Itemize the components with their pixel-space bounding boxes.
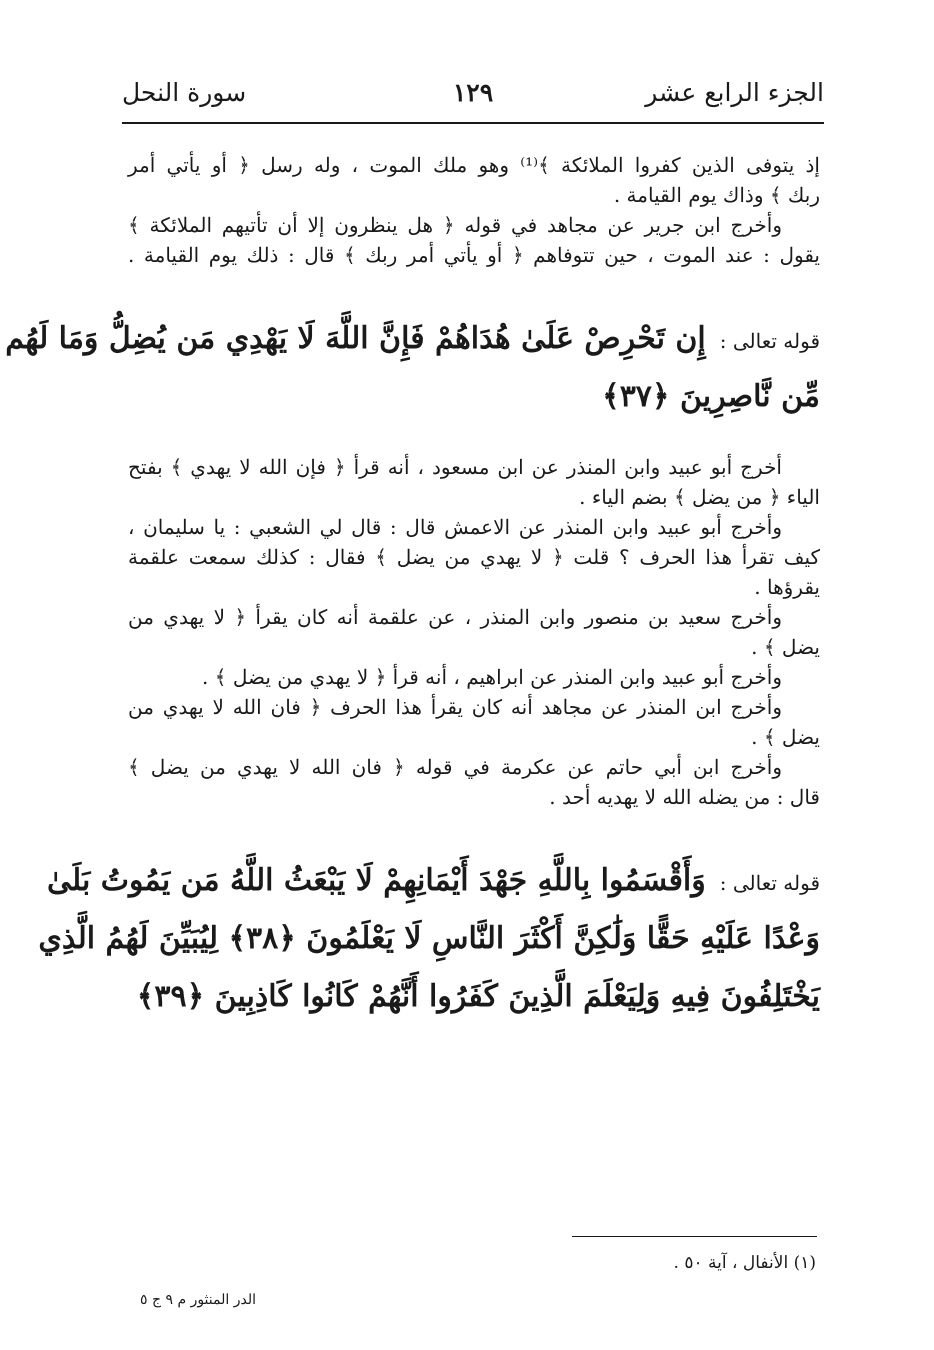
text-line: ربك ﴾ وذاك يوم القيامة . (613, 183, 820, 207)
paragraph (128, 210, 820, 270)
verse-line (5, 310, 820, 368)
page-body (5, 150, 820, 1052)
paragraph (128, 452, 820, 512)
paragraph (128, 602, 820, 662)
text-line: يضل ﴾ . (751, 635, 820, 659)
text-line: وأخرج ابن أبي حاتم عن عكرمة في قوله ﴿ فان الله لا يهدي من يضل ﴾ (128, 755, 782, 779)
text-line: يضل ﴾ . (751, 725, 820, 749)
text-line: يقرؤها . (754, 575, 820, 599)
text-line: وأخرج ابن المنذر عن مجاهد أنه كان يقرأ هذا الحرف ﴿ فان الله لا يهدي من (128, 695, 782, 719)
verse-line: يَخْتَلِفُونَ فِيهِ وَلِيَعْلَمَ الَّذِينَ كَفَرُوا أَنَّهُمْ كَانُوا كَاذِبِينَ ﴿٣٩﴾ (136, 979, 820, 1014)
print-signature: الدر المنثور م ٩ ج ٥ (140, 1292, 256, 1308)
text-line: يقول : عند الموت ، حين تتوفاهم ﴿ أو يأتي أمر ربك ﴾ قال : ذلك يوم القيامة . (128, 243, 820, 267)
page-header (122, 72, 824, 118)
paragraph (128, 512, 820, 602)
verse-text: وَأَقْسَمُوا بِاللَّهِ جَهْدَ أَيْمَانِهِمْ لَا يَبْعَثُ اللَّهُ مَن يَمُوتُ بَلَىٰ (47, 863, 706, 898)
footnote-rule (572, 1236, 817, 1237)
text-line: كيف تقرأ هذا الحرف ؟ قلت ﴿ لا يهدي من يضل ﴾ فقال : كذلك سمعت علقمة (128, 545, 820, 569)
surah-title: سورة النحل (122, 78, 247, 107)
paragraph (128, 692, 820, 752)
verse-label: قوله تعالى : (719, 871, 820, 895)
text-line: قال : من يضله الله لا يهديه أحد . (549, 785, 820, 809)
text-line: وأخرج سعيد بن منصور وابن المنذر ، عن علقمة أنه كان يقرأ ﴿ لا يهدي من (128, 605, 782, 629)
verse-line (47, 852, 820, 910)
text-line: وأخرج أبو عبيد وابن المنذر عن الاعمش قال : قال لي الشعبي : يا سليمان ، (128, 515, 782, 539)
verse-line: مِّن نَّاصِرِينَ ﴿٣٧﴾ (602, 379, 820, 414)
header-rule (122, 122, 824, 124)
quran-verse-38-39 (38, 852, 820, 1026)
text-line: إذ يتوفى الذين كفروا الملائكة ﴾⁽¹⁾ وهو ملك الموت ، وله رسل ﴿ أو يأتي أمر (128, 153, 820, 177)
verse-text: إِن تَحْرِصْ عَلَىٰ هُدَاهُمْ فَإِنَّ اللَّهَ لَا يَهْدِي مَن يُضِلُّ وَمَا لَهُم (5, 321, 706, 356)
text-line: أخرج أبو عبيد وابن المنذر عن ابن مسعود ، أنه قرأ ﴿ فإن الله لا يهدي ﴾ بفتح (128, 455, 782, 479)
text-line: وأخرج أبو عبيد وابن المنذر عن ابراهيم ، أنه قرأ ﴿ لا يهدي من يضل ﴾ . (202, 665, 782, 689)
verse-label: قوله تعالى : (719, 329, 820, 353)
text-line: الياء ﴿ من يضل ﴾ بضم الياء . (579, 485, 820, 509)
paragraph (128, 662, 820, 692)
juz-title: الجزء الرابع عشر (645, 78, 824, 107)
page-number: ١٢٩ (452, 78, 494, 107)
text-line: وأخرج ابن جرير عن مجاهد في قوله ﴿ هل ينظرون إلا أن تأتيهم الملائكة ﴾ (128, 213, 782, 237)
paragraph (128, 752, 820, 812)
quran-verse-37 (5, 310, 820, 426)
footnote: (١) الأنفال ، آية ٥٠ . (673, 1253, 816, 1273)
verse-line: وَعْدًا عَلَيْهِ حَقًّا وَلَٰكِنَّ أَكْثَرَ النَّاسِ لَا يَعْلَمُونَ ﴿٣٨﴾ لِيُبَيِّنَ لَهُمُ الَّذِي (38, 921, 820, 956)
paragraph (128, 150, 820, 210)
